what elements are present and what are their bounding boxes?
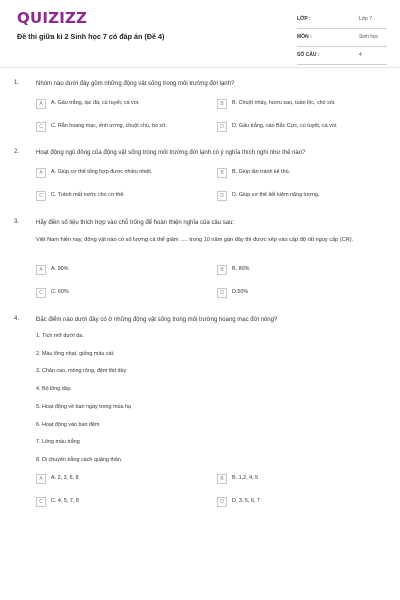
question-number: 3. [14,219,20,225]
meta-row-count [297,50,387,65]
statement-item: 4. Bộ lông dày. [36,386,72,392]
statement-item: 1. Tích mỡ dưới da. [36,333,84,339]
statement-item: 2. Màu lông nhạt, giống màu cát. [36,351,115,357]
option-c[interactable] [36,288,196,299]
question-number: 2. [14,149,20,155]
option-text: A. 2, 3, 6, 8 [51,475,79,481]
option-letter: C [36,497,46,507]
option-text: A. 90% [51,266,69,272]
meta-row-class [297,14,387,29]
option-text: A. Giúp cơ thể tổng hợp được nhiều nhiệt. [51,169,153,175]
meta-label: LỚP : [297,16,311,22]
option-text: B. 1,2, 4, 5 [232,475,259,481]
option-letter: D [217,288,227,298]
option-c[interactable] [36,122,196,133]
option-b[interactable] [217,474,377,485]
option-a[interactable] [36,265,196,276]
question-text: Hãy điền số liệu thích hợp vào chỗ trống để hoàn thiện nghĩa của câu sau: [36,220,235,226]
worksheet-header [0,0,400,66]
option-c[interactable] [36,497,196,508]
option-text: C. 4, 5, 7, 8 [51,498,79,504]
question-passage: Việt Nam hiện nay, động vật nào có số lượng cá thể giảm ..... trong 10 năm gần đây thì được xếp vào cấp độ rất nguy cấp (CR). [36,237,354,243]
meta-box [297,14,387,68]
question-number: 4. [14,316,20,322]
question-text: Nhóm nào dưới đây gồm những động vật sống trong môi trường đới lạnh? [36,81,235,87]
option-text: A. Gấu trắng, lạc đà, cú tuyết, cá voi. [51,100,140,106]
statement-item: 3. Chân cao, móng rộng, đệm thịt dày [36,368,127,374]
option-letter: B [217,265,227,275]
option-d[interactable] [217,497,377,508]
meta-value: 4 [359,52,362,58]
option-text: B. Chuột nhảy, hươu sao, tuần lộc, chó sói. [232,100,336,106]
option-a[interactable] [36,474,196,485]
option-letter: A [36,474,46,484]
option-letter: A [36,99,46,109]
option-letter: A [36,265,46,275]
meta-label: SỐ CÂU : [297,52,320,58]
statement-item: 5. Hoạt động về ban ngày trong mùa hạ [36,404,132,410]
statement-item: 8. Di chuyển bằng cách quăng thân. [36,457,123,463]
meta-label: MÔN : [297,34,312,40]
option-letter: A [36,168,46,178]
option-letter: B [217,168,227,178]
option-letter: D [217,122,227,132]
option-text: D.50% [232,289,249,295]
option-b[interactable] [217,168,377,179]
question-text: Hoạt động ngủ đông của động vật sống trong môi trường đới lạnh có ý nghĩa thích nghi như thế nào? [36,150,306,156]
option-letter: D [217,497,227,507]
option-a[interactable] [36,99,196,110]
question-text: Đặc điểm nào dưới đây có ở những động vật sống trong môi trường hoang mạc đới nóng? [36,317,278,323]
option-text: D. 3, 5, 6, 7 [232,498,260,504]
option-letter: C [36,191,46,201]
option-b[interactable] [217,265,377,276]
option-b[interactable] [217,99,377,110]
option-text: C. Tránh mất nước cho cơ thể. [51,192,125,198]
meta-value: Lớp 7 [359,16,373,22]
meta-value: Sinh học [359,34,379,40]
meta-row-subject [297,32,387,47]
option-text: C. Rắn hoang mạc, ếnh ương, chuột chù, bo xít. [51,123,167,129]
option-text: C. 60% [51,289,69,295]
quizizz-logo: QUIZIZZ [17,9,88,27]
question-number: 1. [14,80,20,86]
option-letter: D [217,191,227,201]
statement-item: 6. Hoạt động vào ban đêm [36,422,100,428]
option-letter: C [36,288,46,298]
worksheet-title: Đề thi giữa kì 2 Sinh học 7 có đáp án (Đề 4) [17,32,165,41]
option-text: B. Giúp lẩn tránh kẻ thù. [232,169,291,175]
option-letter: C [36,122,46,132]
option-text: B. 80% [232,266,250,272]
option-c[interactable] [36,191,196,202]
option-letter: B [217,474,227,484]
statement-item: 7. Lông màu trắng [36,439,80,445]
option-d[interactable] [217,122,377,133]
header-divider [0,67,400,68]
option-a[interactable] [36,168,196,179]
option-text: D. Giúp cơ thể tiết kiệm năng lượng. [232,192,320,198]
option-text: D. Gấu trắng, cáo Bắc Cực, cú tuyết, cá voi. [232,123,338,129]
option-d[interactable] [217,288,377,299]
option-letter: B [217,99,227,109]
option-d[interactable] [217,191,377,202]
